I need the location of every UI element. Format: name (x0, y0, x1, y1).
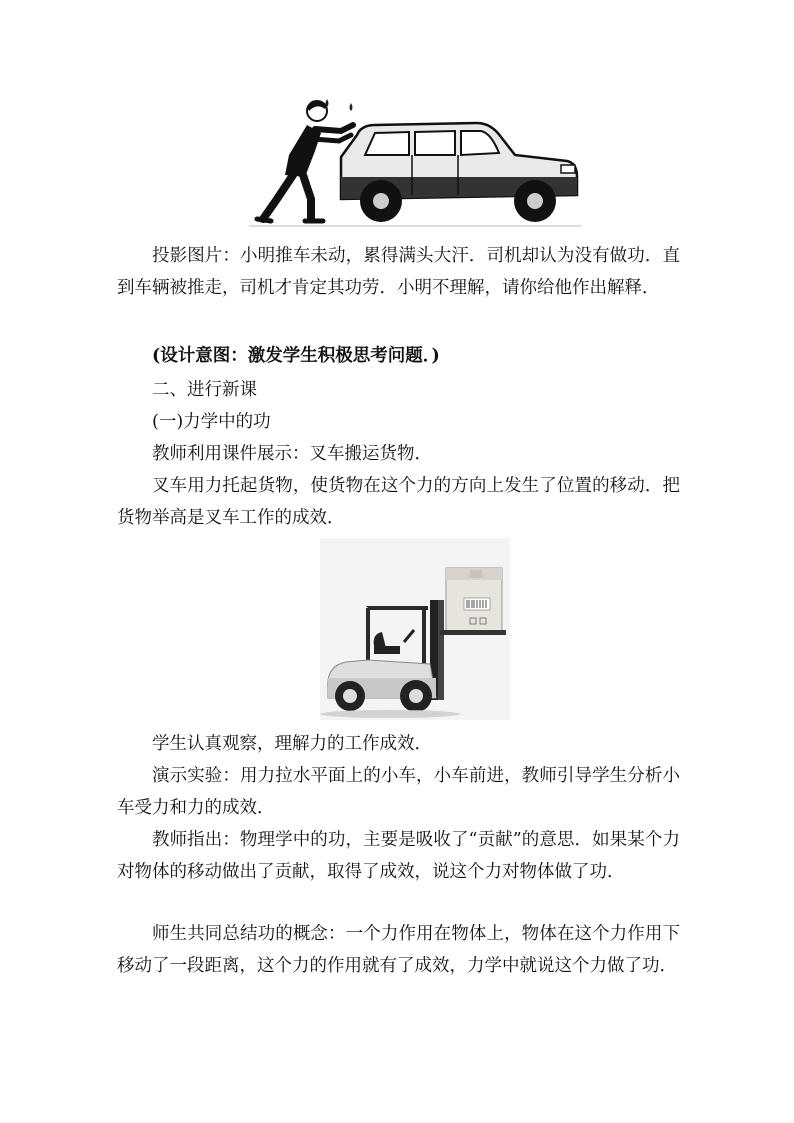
forklift-figure (320, 538, 510, 720)
paragraph-projection-image: 投影图片：小明推车未动，累得满头大汗．司机却认为没有做功．直到车辆被推走，司机才肯定其功劳．小明不理解，请你给他作出解释． (117, 246, 680, 298)
paragraph-design-intent: (设计意图：激发学生积极思考问题．) (152, 346, 440, 366)
paragraph-forklift-explanation: 叉车用力托起货物，使货物在这个力的方向上发生了位置的移动．把货物举高是叉车工作的成效． (117, 476, 680, 528)
paragraph-demonstration-experiment: 演示实验：用力拉水平面上的小车，小车前进，教师引导学生分析小车受力和力的成效． (117, 766, 680, 818)
paragraph-teacher-points-out: 教师指出：物理学中的功，主要是吸收了“贡献”的意思．如果某个力对物体的移动做出了贡献，取得了成效，说这个力对物体做了功． (117, 830, 680, 882)
paragraph-students-observe: 学生认真观察，理解力的工作成效． (152, 734, 432, 754)
subsection-heading-work-in-mechanics: (一)力学中的功 (152, 412, 271, 432)
section-heading-new-lesson: 二、进行新课 (152, 380, 257, 400)
paragraph-concept-of-work: 师生共同总结功的概念：一个力作用在物体上，物体在这个力作用下移动了一段距离，这个力的作用就有了成效，力学中就说这个力做了功． (117, 924, 680, 976)
paragraph-courseware-forklift: 教师利用课件展示：叉车搬运货物． (152, 444, 432, 464)
person-pushing-car-figure (249, 95, 581, 231)
